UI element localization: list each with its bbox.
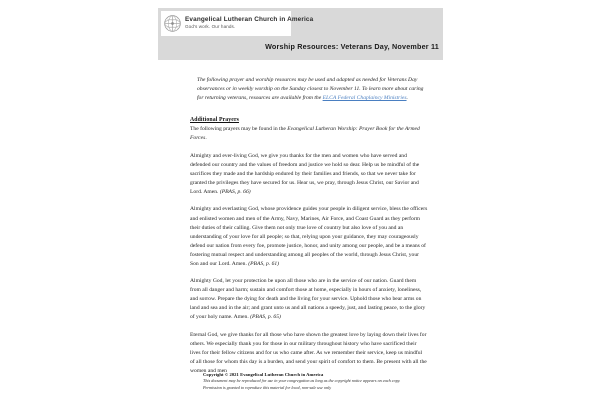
prayer-paragraph <box>190 152 428 197</box>
section-lead-plain: The following prayers may be found in the <box>190 125 288 132</box>
elca-cross-globe-emblem-icon <box>164 15 181 32</box>
document-body <box>190 76 428 385</box>
prayer-paragraph <box>190 277 428 322</box>
organization-name: Evangelical Lutheran Church in America <box>185 16 314 23</box>
document-footer <box>203 372 418 391</box>
organization-tagline: God's work. Our hands. <box>185 24 236 30</box>
intro-text-after-link: . <box>406 95 408 102</box>
prayer-paragraph <box>190 205 428 268</box>
prayer-body: Almighty and ever-living God, we give you thanks for the men and women who have served and defended our country and the values of freedom and justice we hold so dear. Help us be mindful of the sacrifices they made and the hardship endured by their families and friends, so that we never take for granted the privileges they have secured for us. Hear us, we pray, through Jesus Christ, our Savior and Lord. Amen. <box>190 152 420 195</box>
prayer-paragraph <box>190 331 428 376</box>
section-lead-source-title: Evangelical Lutheran Worship: Prayer Book for the Armed Forces <box>190 125 420 141</box>
prayer-citation: (PBAS, p. 65) <box>250 314 281 321</box>
section-lead-paragraph <box>190 125 428 143</box>
prayer-body: Eternal God, we give thanks for all those who have shown the greatest love by laying down their lives for others. We especially thank you for those in our military throughout history who have sacrificed their lives for their fellow citizens and for us who came after. As we remember their service, keep us mindful of all those for whom this day is a burden, and send your spirit of comfort to them. Be present with all the women and men <box>190 332 427 375</box>
organization-logo-block <box>161 11 314 36</box>
intro-text-before-link: The following prayer and worship resources may be used and adapted as needed for Veterans Day observances or in weekly worship on the Sunday closest to November 11. To learn more about caring for returning veterans, resources are available from the <box>197 77 424 102</box>
reproduction-permission-notice: This document may be reproduced for use in your congregation as long as the copyright notice appears on each copy. Permission is granted to reproduce this material for local, non-sale use only <box>203 378 401 390</box>
logo-text-group <box>185 17 313 30</box>
prayer-body: Almighty and everlasting God, whose providence guides your people in diligent service, bless the officers and enlisted women and men of the Army, Navy, Marines, Air Force, and Coast Guard as they perform their duties of their calling. Give them not only true love of country but also love of you and an understanding of your love for all people; so that, relying upon your guidance, they may courageously defend our nation from every foe, promote justice, honor, and unity among our people, and be a means of fostering mutual respect and understanding among all peoples of the world, through Jesus Christ, your Son and our Lord. Amen. <box>190 206 428 267</box>
section-heading-additional-prayers: Additional Prayers <box>190 117 239 124</box>
prayer-citation: (PBAS, p. 66) <box>219 188 251 195</box>
prayer-body: Almighty God, let your protection be upon all those who are in the service of our nation. Guard them from all danger and harm; sustain and comfort those at home, especially in hours of anxiety, loneliness, and sorrow. Prepare the dying for death and the living for your service. Uphold those who bear arms on land and sea and in the air; and grant unto us and all nations a speedy, just, and lasting peace, to the glory of your holy name. Amen. <box>190 278 426 321</box>
intro-paragraph <box>197 76 428 103</box>
copyright-notice: Copyright © 2021 Evangelical Lutheran Church in America <box>203 372 324 377</box>
prayer-citation: (PBAS, p. 61) <box>248 260 280 267</box>
document-title: Worship Resources: Veterans Day, November 11 <box>265 42 439 51</box>
elca-federal-chaplaincy-ministries-link[interactable]: ELCA Federal Chaplaincy Ministries <box>322 95 407 102</box>
section-lead-end: . <box>205 134 207 141</box>
